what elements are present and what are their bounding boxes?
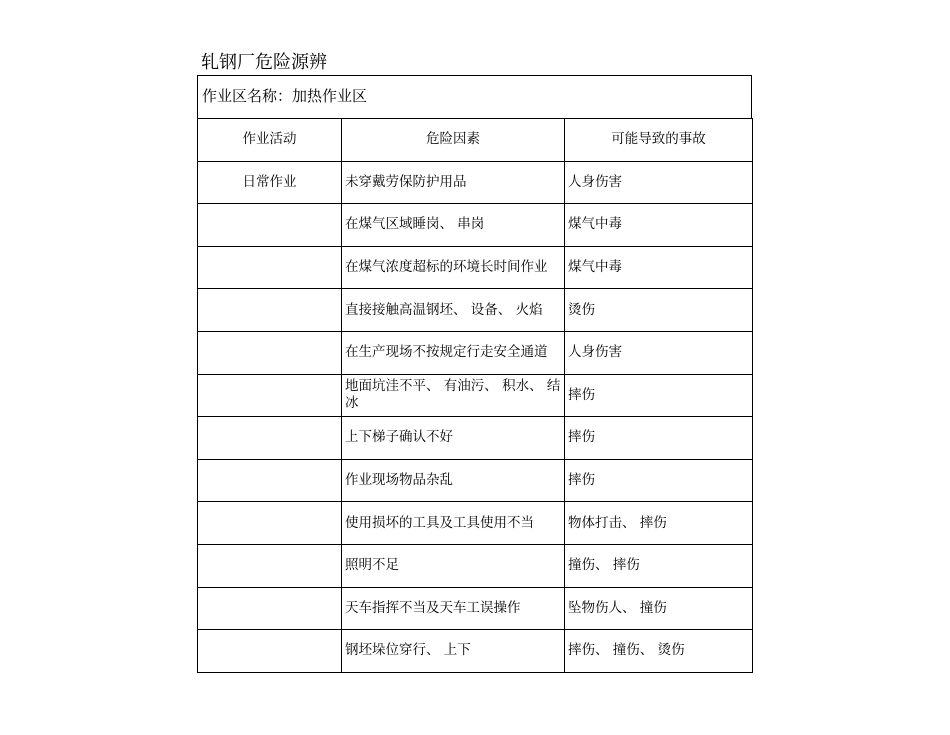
header-accident: 可能导致的事故 [565, 119, 753, 162]
accident-cell: 摔伤 [565, 417, 753, 460]
accident-cell: 烫伤 [565, 289, 753, 332]
activity-cell [198, 246, 342, 289]
activity-cell [198, 459, 342, 502]
table-row [198, 502, 753, 545]
table-row [198, 289, 753, 332]
hazard-cell: 未穿戴劳保防护用品 [342, 161, 565, 204]
table-row [198, 587, 753, 630]
accident-cell: 煤气中毒 [565, 204, 753, 247]
hazard-cell: 照明不足 [342, 544, 565, 587]
hazard-cell: 作业现场物品杂乱 [342, 459, 565, 502]
accident-cell: 摔伤 [565, 374, 753, 417]
table-row [198, 204, 753, 247]
activity-cell [198, 417, 342, 460]
table-row [198, 544, 753, 587]
table-row [198, 161, 753, 204]
table-row [198, 417, 753, 460]
activity-cell [198, 374, 342, 417]
work-area-label: 作业区名称：加热作业区 [202, 87, 368, 105]
activity-cell [198, 587, 342, 630]
accident-cell: 摔伤 [565, 459, 753, 502]
table-row [198, 246, 753, 289]
activity-cell [198, 544, 342, 587]
hazard-cell: 使用损坏的工具及工具使用不当 [342, 502, 565, 545]
accident-cell: 人身伤害 [565, 331, 753, 374]
table-row [198, 459, 753, 502]
hazard-cell: 在煤气浓度超标的环境长时间作业 [342, 246, 565, 289]
hazard-cell: 在煤气区域睡岗、 串岗 [342, 204, 565, 247]
activity-cell [198, 289, 342, 332]
table-row [198, 331, 753, 374]
work-area-row [197, 76, 752, 118]
activity-cell: 日常作业 [198, 161, 342, 204]
accident-cell: 煤气中毒 [565, 246, 753, 289]
hazard-cell: 地面坑洼不平、 有油污、 积水、 结冰 [342, 374, 565, 417]
table-row [198, 630, 753, 673]
activity-cell [198, 502, 342, 545]
accident-cell: 物体打击、 摔伤 [565, 502, 753, 545]
table-header-row [198, 119, 753, 162]
hazard-cell: 天车指挥不当及天车工误操作 [342, 587, 565, 630]
header-activity: 作业活动 [198, 119, 342, 162]
accident-cell: 人身伤害 [565, 161, 753, 204]
table-row [198, 374, 753, 417]
hazard-table [197, 118, 753, 673]
document-title: 轧钢厂危险源辨 [201, 52, 327, 73]
activity-cell [198, 630, 342, 673]
activity-cell [198, 331, 342, 374]
accident-cell: 摔伤、 撞伤、 烫伤 [565, 630, 753, 673]
hazard-cell: 直接接触高温钢坯、 设备、 火焰 [342, 289, 565, 332]
accident-cell: 撞伤、 摔伤 [565, 544, 753, 587]
activity-cell [198, 204, 342, 247]
hazard-cell: 在生产现场不按规定行走安全通道 [342, 331, 565, 374]
hazard-cell: 上下梯子确认不好 [342, 417, 565, 460]
header-hazard: 危险因素 [342, 119, 565, 162]
accident-cell: 坠物伤人、 撞伤 [565, 587, 753, 630]
hazard-cell: 钢坯垛位穿行、 上下 [342, 630, 565, 673]
